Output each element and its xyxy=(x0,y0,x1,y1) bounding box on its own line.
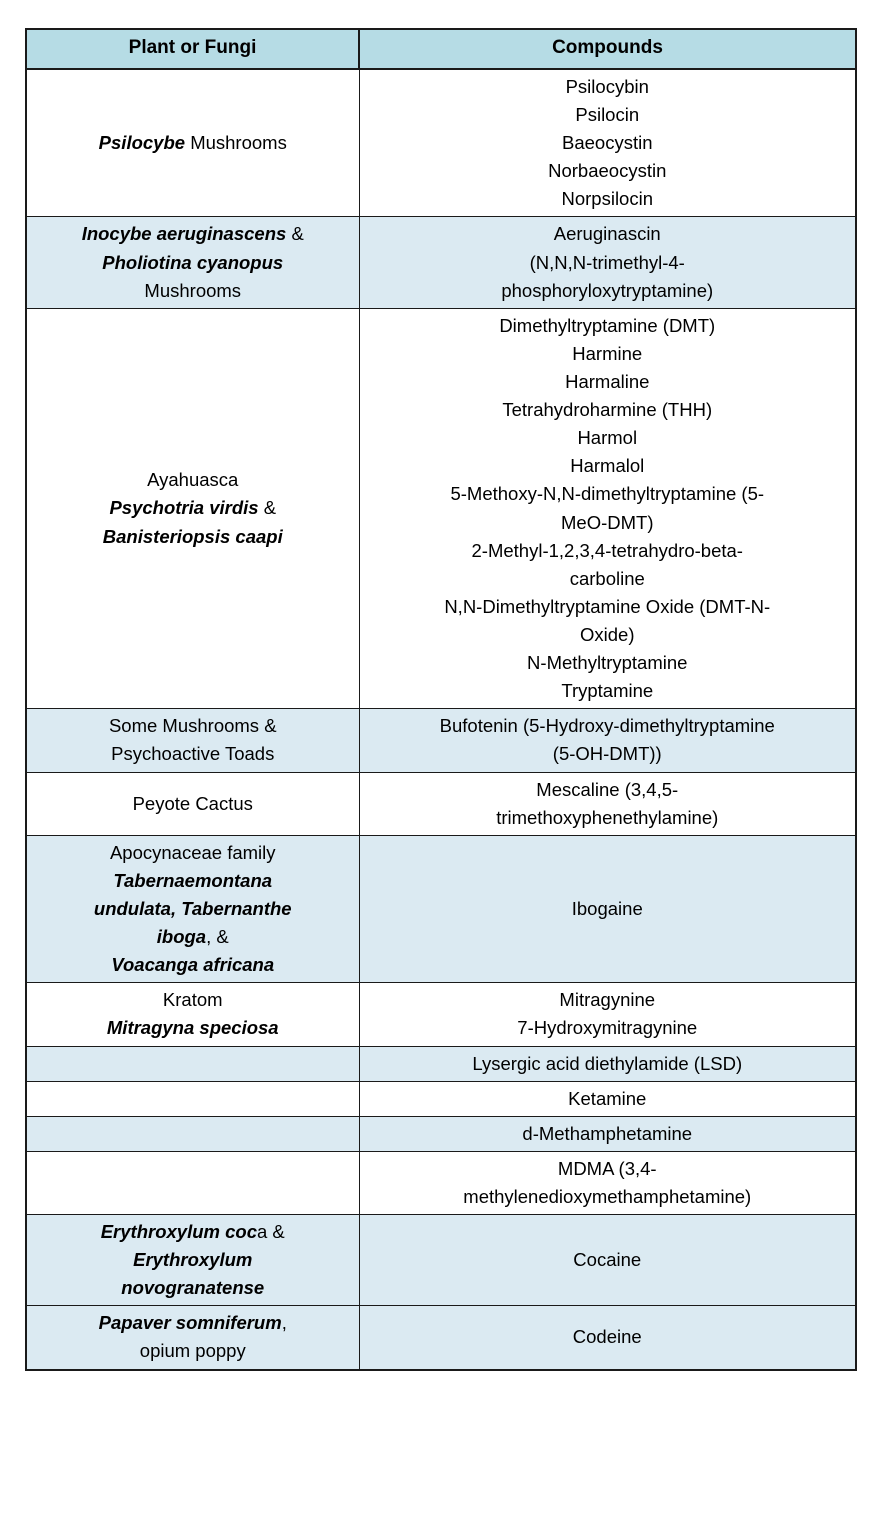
compound-line: Ketamine xyxy=(568,1087,647,1109)
compound-line: Harmaline xyxy=(565,370,650,392)
compound-line: 2-Methyl-1,2,3,4-tetrahydro-beta- xyxy=(471,539,743,561)
plant-text-line xyxy=(33,986,353,1014)
column-header-compounds: Compounds xyxy=(359,29,856,69)
plant-text-line xyxy=(33,1246,353,1274)
cell-compounds xyxy=(359,772,856,835)
plant-text-line xyxy=(33,1337,353,1365)
table-row xyxy=(26,1081,856,1116)
plant-text-segment: , xyxy=(281,1312,287,1334)
cell-plant-or-fungi xyxy=(26,217,359,308)
compound-line: (5-OH-DMT)) xyxy=(552,743,662,765)
table-row xyxy=(26,772,856,835)
compound-line: Mescaline (3,4,5- xyxy=(536,778,679,800)
plant-text-segment: & xyxy=(291,223,304,245)
compound-line: Tetrahydroharmine (THH) xyxy=(502,399,713,421)
plant-text-segment: novogranatense xyxy=(121,1277,265,1299)
compound-line: trimethoxyphenethylamine) xyxy=(496,806,719,828)
compound-line: Baeocystin xyxy=(562,132,653,154)
compound-line: Norbaeocystin xyxy=(548,160,667,182)
compound-line: Harmine xyxy=(572,342,643,364)
plant-text-line xyxy=(33,249,353,277)
compound-line: MeO-DMT) xyxy=(561,511,654,533)
plant-text-line xyxy=(33,1274,353,1302)
cell-compounds xyxy=(359,1046,856,1081)
plant-text-line xyxy=(33,923,353,951)
cell-plant-or-fungi xyxy=(26,1116,359,1151)
compound-line: Ibogaine xyxy=(571,897,643,919)
compound-line: Psilocin xyxy=(575,104,640,125)
plant-text-segment: Pholiotina cyanopus xyxy=(102,251,284,273)
compound-line: Codeine xyxy=(572,1326,642,1348)
cell-compounds xyxy=(359,69,856,217)
plant-text-segment: Erythroxylum xyxy=(133,1249,253,1271)
cell-plant-or-fungi xyxy=(26,709,359,772)
compound-line: Harmalol xyxy=(570,455,645,477)
table-row xyxy=(26,1215,856,1306)
plant-text-segment: Erythroxylum coc xyxy=(100,1221,257,1243)
table-row xyxy=(26,835,856,983)
plant-text-segment: & xyxy=(263,497,277,519)
compound-line: Norpsilocin xyxy=(561,188,653,210)
plant-text-line xyxy=(33,790,353,818)
compound-line: methylenedioxymethamphetamine) xyxy=(463,1185,752,1207)
table-row xyxy=(26,1306,856,1370)
compound-line: phosphoryloxytryptamine) xyxy=(501,279,714,301)
cell-compounds xyxy=(359,983,856,1046)
cell-compounds xyxy=(359,1151,856,1214)
plant-text-segment: , & xyxy=(206,926,229,948)
plant-text-segment: Psychoactive Toads xyxy=(111,743,275,765)
cell-compounds xyxy=(359,1215,856,1306)
header-row xyxy=(26,29,856,69)
plant-text-line xyxy=(33,466,353,494)
cell-plant-or-fungi xyxy=(26,772,359,835)
cell-plant-or-fungi xyxy=(26,835,359,983)
compound-line: Tryptamine xyxy=(561,680,654,702)
table-row xyxy=(26,709,856,772)
compound-line: 5-Methoxy-N,N-dimethyltryptamine (5- xyxy=(450,483,765,505)
plant-text-segment: Kratom xyxy=(162,989,223,1011)
cell-compounds xyxy=(359,217,856,308)
compound-line: Aeruginascin xyxy=(553,223,661,245)
cell-compounds xyxy=(359,709,856,772)
cell-plant-or-fungi xyxy=(26,983,359,1046)
plant-text-line xyxy=(33,712,353,740)
plant-text-segment: Some Mushrooms & xyxy=(108,715,277,737)
plant-text-segment: Inocybe aeruginascens xyxy=(81,223,292,245)
cell-plant-or-fungi xyxy=(26,308,359,709)
compound-line: (N,N,N-trimethyl-4- xyxy=(529,251,685,273)
table-row xyxy=(26,69,856,217)
plant-text-segment: Voacanga africana xyxy=(111,954,275,976)
plant-text-line xyxy=(33,951,353,979)
cell-compounds xyxy=(359,835,856,983)
cell-plant-or-fungi xyxy=(26,69,359,217)
plant-text-segment: Peyote Cactus xyxy=(132,792,253,814)
compound-line: Oxide) xyxy=(580,623,635,645)
plant-text-segment: Mitragyna speciosa xyxy=(106,1017,279,1039)
table-row xyxy=(26,983,856,1046)
plant-text-segment: opium poppy xyxy=(139,1340,246,1362)
plant-text-line xyxy=(33,494,353,522)
compound-line: d-Methamphetamine xyxy=(522,1122,693,1144)
cell-compounds xyxy=(359,1116,856,1151)
cell-plant-or-fungi xyxy=(26,1306,359,1370)
cell-plant-or-fungi xyxy=(26,1151,359,1214)
compound-line: Lysergic acid diethylamide (LSD) xyxy=(472,1052,743,1074)
plant-text-segment: Apocynaceae family xyxy=(109,841,276,863)
compound-line: Dimethyltryptamine (DMT) xyxy=(499,314,716,336)
compound-line: Bufotenin (5-Hydroxy-dimethyltryptamine xyxy=(439,715,775,737)
plant-text-segment: Papaver somniferum xyxy=(98,1312,282,1334)
plant-text-segment: Banisteriopsis caapi xyxy=(102,525,283,547)
table-row xyxy=(26,217,856,308)
compound-table-container xyxy=(25,28,855,1371)
cell-compounds xyxy=(359,1306,856,1370)
plant-text-segment: iboga xyxy=(156,926,207,948)
plant-compound-table xyxy=(25,28,857,1371)
plant-text-segment: Mushrooms xyxy=(190,132,287,154)
plant-text-line xyxy=(33,523,353,551)
compound-line: Psilocybin xyxy=(565,75,649,97)
plant-text-line xyxy=(33,277,353,305)
cell-compounds xyxy=(359,308,856,709)
compound-line: MDMA (3,4- xyxy=(557,1157,657,1179)
table-row xyxy=(26,308,856,709)
plant-text-segment: Tabernaemontana xyxy=(113,869,273,891)
table-header xyxy=(26,29,856,69)
table-row xyxy=(26,1046,856,1081)
cell-plant-or-fungi xyxy=(26,1215,359,1306)
compound-line: Harmol xyxy=(577,427,638,449)
cell-compounds xyxy=(359,1081,856,1116)
plant-text-segment: Psilocybe xyxy=(98,132,191,154)
plant-text-line xyxy=(33,1309,353,1337)
compound-line: N,N-Dimethyltryptamine Oxide (DMT-N- xyxy=(444,595,771,617)
compound-line: Mitragynine xyxy=(559,989,656,1011)
plant-text-line xyxy=(33,867,353,895)
cell-plant-or-fungi xyxy=(26,1081,359,1116)
cell-plant-or-fungi xyxy=(26,1046,359,1081)
plant-text-segment: undulata, Tabernanthe xyxy=(93,897,292,919)
table-body xyxy=(26,69,856,1370)
table-row xyxy=(26,1116,856,1151)
plant-text-segment: Ayahuasca xyxy=(147,469,239,491)
plant-text-line xyxy=(33,895,353,923)
compound-line: Cocaine xyxy=(573,1249,642,1271)
plant-text-line xyxy=(33,740,353,768)
plant-text-line xyxy=(33,129,353,157)
compound-line: N-Methyltryptamine xyxy=(527,652,688,674)
plant-text-segment: Psychotria virdis xyxy=(109,497,264,519)
column-header-plant-or-fungi: Plant or Fungi xyxy=(26,29,359,69)
plant-text-line xyxy=(33,1218,353,1246)
table-row xyxy=(26,1151,856,1214)
plant-text-segment: a & xyxy=(257,1221,285,1243)
plant-text-line xyxy=(33,1014,353,1042)
plant-text-line xyxy=(33,839,353,867)
plant-text-segment: Mushrooms xyxy=(144,279,242,301)
compound-line: carboline xyxy=(569,567,645,589)
plant-text-line xyxy=(33,220,353,248)
compound-line: 7-Hydroxymitragynine xyxy=(517,1017,698,1039)
